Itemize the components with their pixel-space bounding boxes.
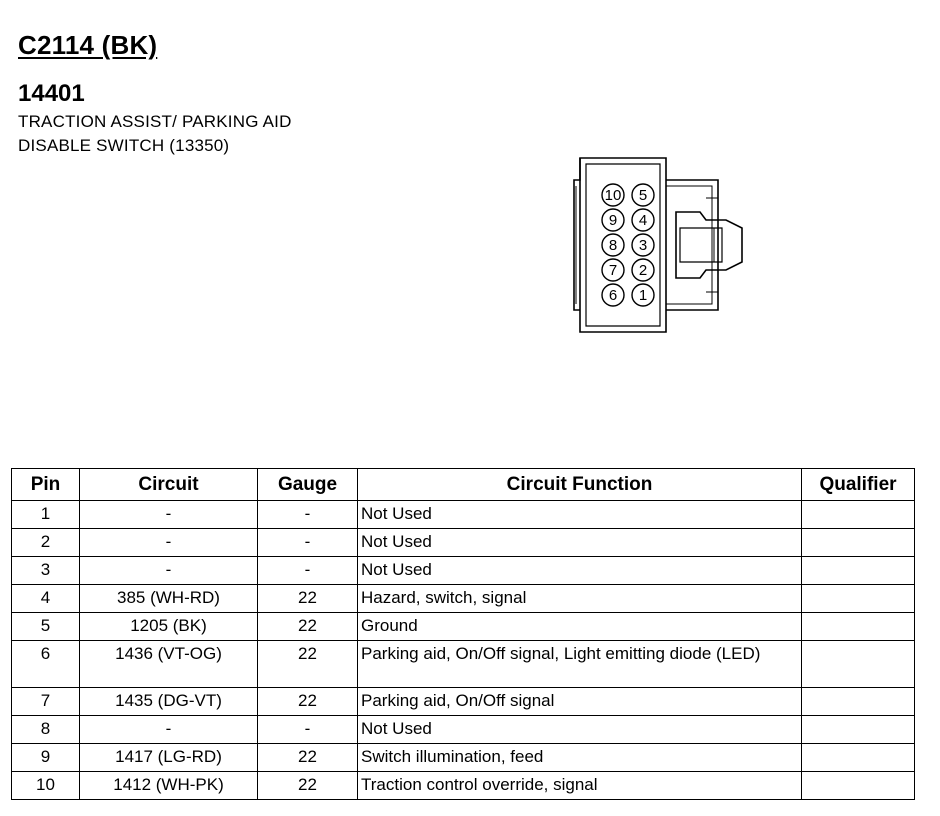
function-cell: Switch illumination, feed xyxy=(358,744,802,772)
pin-label: 8 xyxy=(608,237,618,254)
circuit-cell: 1436 (VT-OG) xyxy=(80,641,258,688)
function-cell: Hazard, switch, signal xyxy=(358,585,802,613)
qualifier-cell xyxy=(802,688,915,716)
pin-label: 2 xyxy=(638,262,648,279)
part-number: 14401 xyxy=(18,80,85,107)
pin-cell: 4 xyxy=(12,585,80,613)
circuit-cell: 1412 (WH-PK) xyxy=(80,772,258,800)
function-cell: Not Used xyxy=(358,501,802,529)
circuit-cell: 385 (WH-RD) xyxy=(80,585,258,613)
pin-cell: 1 xyxy=(12,501,80,529)
function-cell: Ground xyxy=(358,613,802,641)
pin-cell: 8 xyxy=(12,716,80,744)
qualifier-cell xyxy=(802,716,915,744)
gauge-cell: 22 xyxy=(258,641,358,688)
circuit-cell: - xyxy=(80,501,258,529)
column-header-circuit: Circuit xyxy=(80,469,258,501)
qualifier-cell xyxy=(802,744,915,772)
circuit-cell: 1435 (DG-VT) xyxy=(80,688,258,716)
qualifier-cell xyxy=(802,772,915,800)
table-row xyxy=(12,772,915,800)
pin-cell: 7 xyxy=(12,688,80,716)
function-cell: Not Used xyxy=(358,716,802,744)
gauge-cell: - xyxy=(258,716,358,744)
table-header-row xyxy=(12,469,915,501)
gauge-cell: 22 xyxy=(258,585,358,613)
pin-cell: 2 xyxy=(12,529,80,557)
pinout-table xyxy=(11,468,915,800)
column-header-qualifier: Qualifier xyxy=(802,469,915,501)
component-description-line2: DISABLE SWITCH (13350) xyxy=(18,136,230,155)
gauge-cell: 22 xyxy=(258,613,358,641)
table-row xyxy=(12,716,915,744)
column-header-pin: Pin xyxy=(12,469,80,501)
pin-cell: 3 xyxy=(12,557,80,585)
function-cell: Not Used xyxy=(358,529,802,557)
function-cell: Not Used xyxy=(358,557,802,585)
table-row xyxy=(12,613,915,641)
gauge-cell: - xyxy=(258,529,358,557)
function-cell: Parking aid, On/Off signal, Light emitting diode (LED) xyxy=(358,641,802,688)
qualifier-cell xyxy=(802,501,915,529)
table-row xyxy=(12,744,915,772)
gauge-cell: - xyxy=(258,501,358,529)
qualifier-cell xyxy=(802,585,915,613)
gauge-cell: - xyxy=(258,557,358,585)
pin-label: 4 xyxy=(638,212,648,229)
function-cell: Parking aid, On/Off signal xyxy=(358,688,802,716)
table-row xyxy=(12,641,915,688)
table-row xyxy=(12,529,915,557)
qualifier-cell xyxy=(802,557,915,585)
function-cell: Traction control override, signal xyxy=(358,772,802,800)
pin-label: 1 xyxy=(638,287,648,304)
pin-label: 10 xyxy=(604,187,622,204)
pin-label: 5 xyxy=(638,187,648,204)
component-description-line1: TRACTION ASSIST/ PARKING AID xyxy=(18,112,292,131)
table-row xyxy=(12,585,915,613)
table-row xyxy=(12,557,915,585)
qualifier-cell xyxy=(802,641,915,688)
connector-face-diagram xyxy=(566,150,766,340)
gauge-cell: 22 xyxy=(258,688,358,716)
qualifier-cell xyxy=(802,613,915,641)
pin-label: 3 xyxy=(638,237,648,254)
column-header-gauge: Gauge xyxy=(258,469,358,501)
circuit-cell: - xyxy=(80,716,258,744)
circuit-cell: - xyxy=(80,557,258,585)
gauge-cell: 22 xyxy=(258,772,358,800)
pin-label: 9 xyxy=(608,212,618,229)
table-row xyxy=(12,688,915,716)
table-row xyxy=(12,501,915,529)
qualifier-cell xyxy=(802,529,915,557)
column-header-function: Circuit Function xyxy=(358,469,802,501)
circuit-cell: 1417 (LG-RD) xyxy=(80,744,258,772)
circuit-cell: - xyxy=(80,529,258,557)
pin-cell: 5 xyxy=(12,613,80,641)
gauge-cell: 22 xyxy=(258,744,358,772)
pin-cell: 10 xyxy=(12,772,80,800)
pin-cell: 9 xyxy=(12,744,80,772)
circuit-cell: 1205 (BK) xyxy=(80,613,258,641)
pin-label: 7 xyxy=(608,262,618,279)
connector-id: C2114 (BK) xyxy=(18,30,158,60)
pin-cell: 6 xyxy=(12,641,80,688)
pin-label: 6 xyxy=(608,287,618,304)
